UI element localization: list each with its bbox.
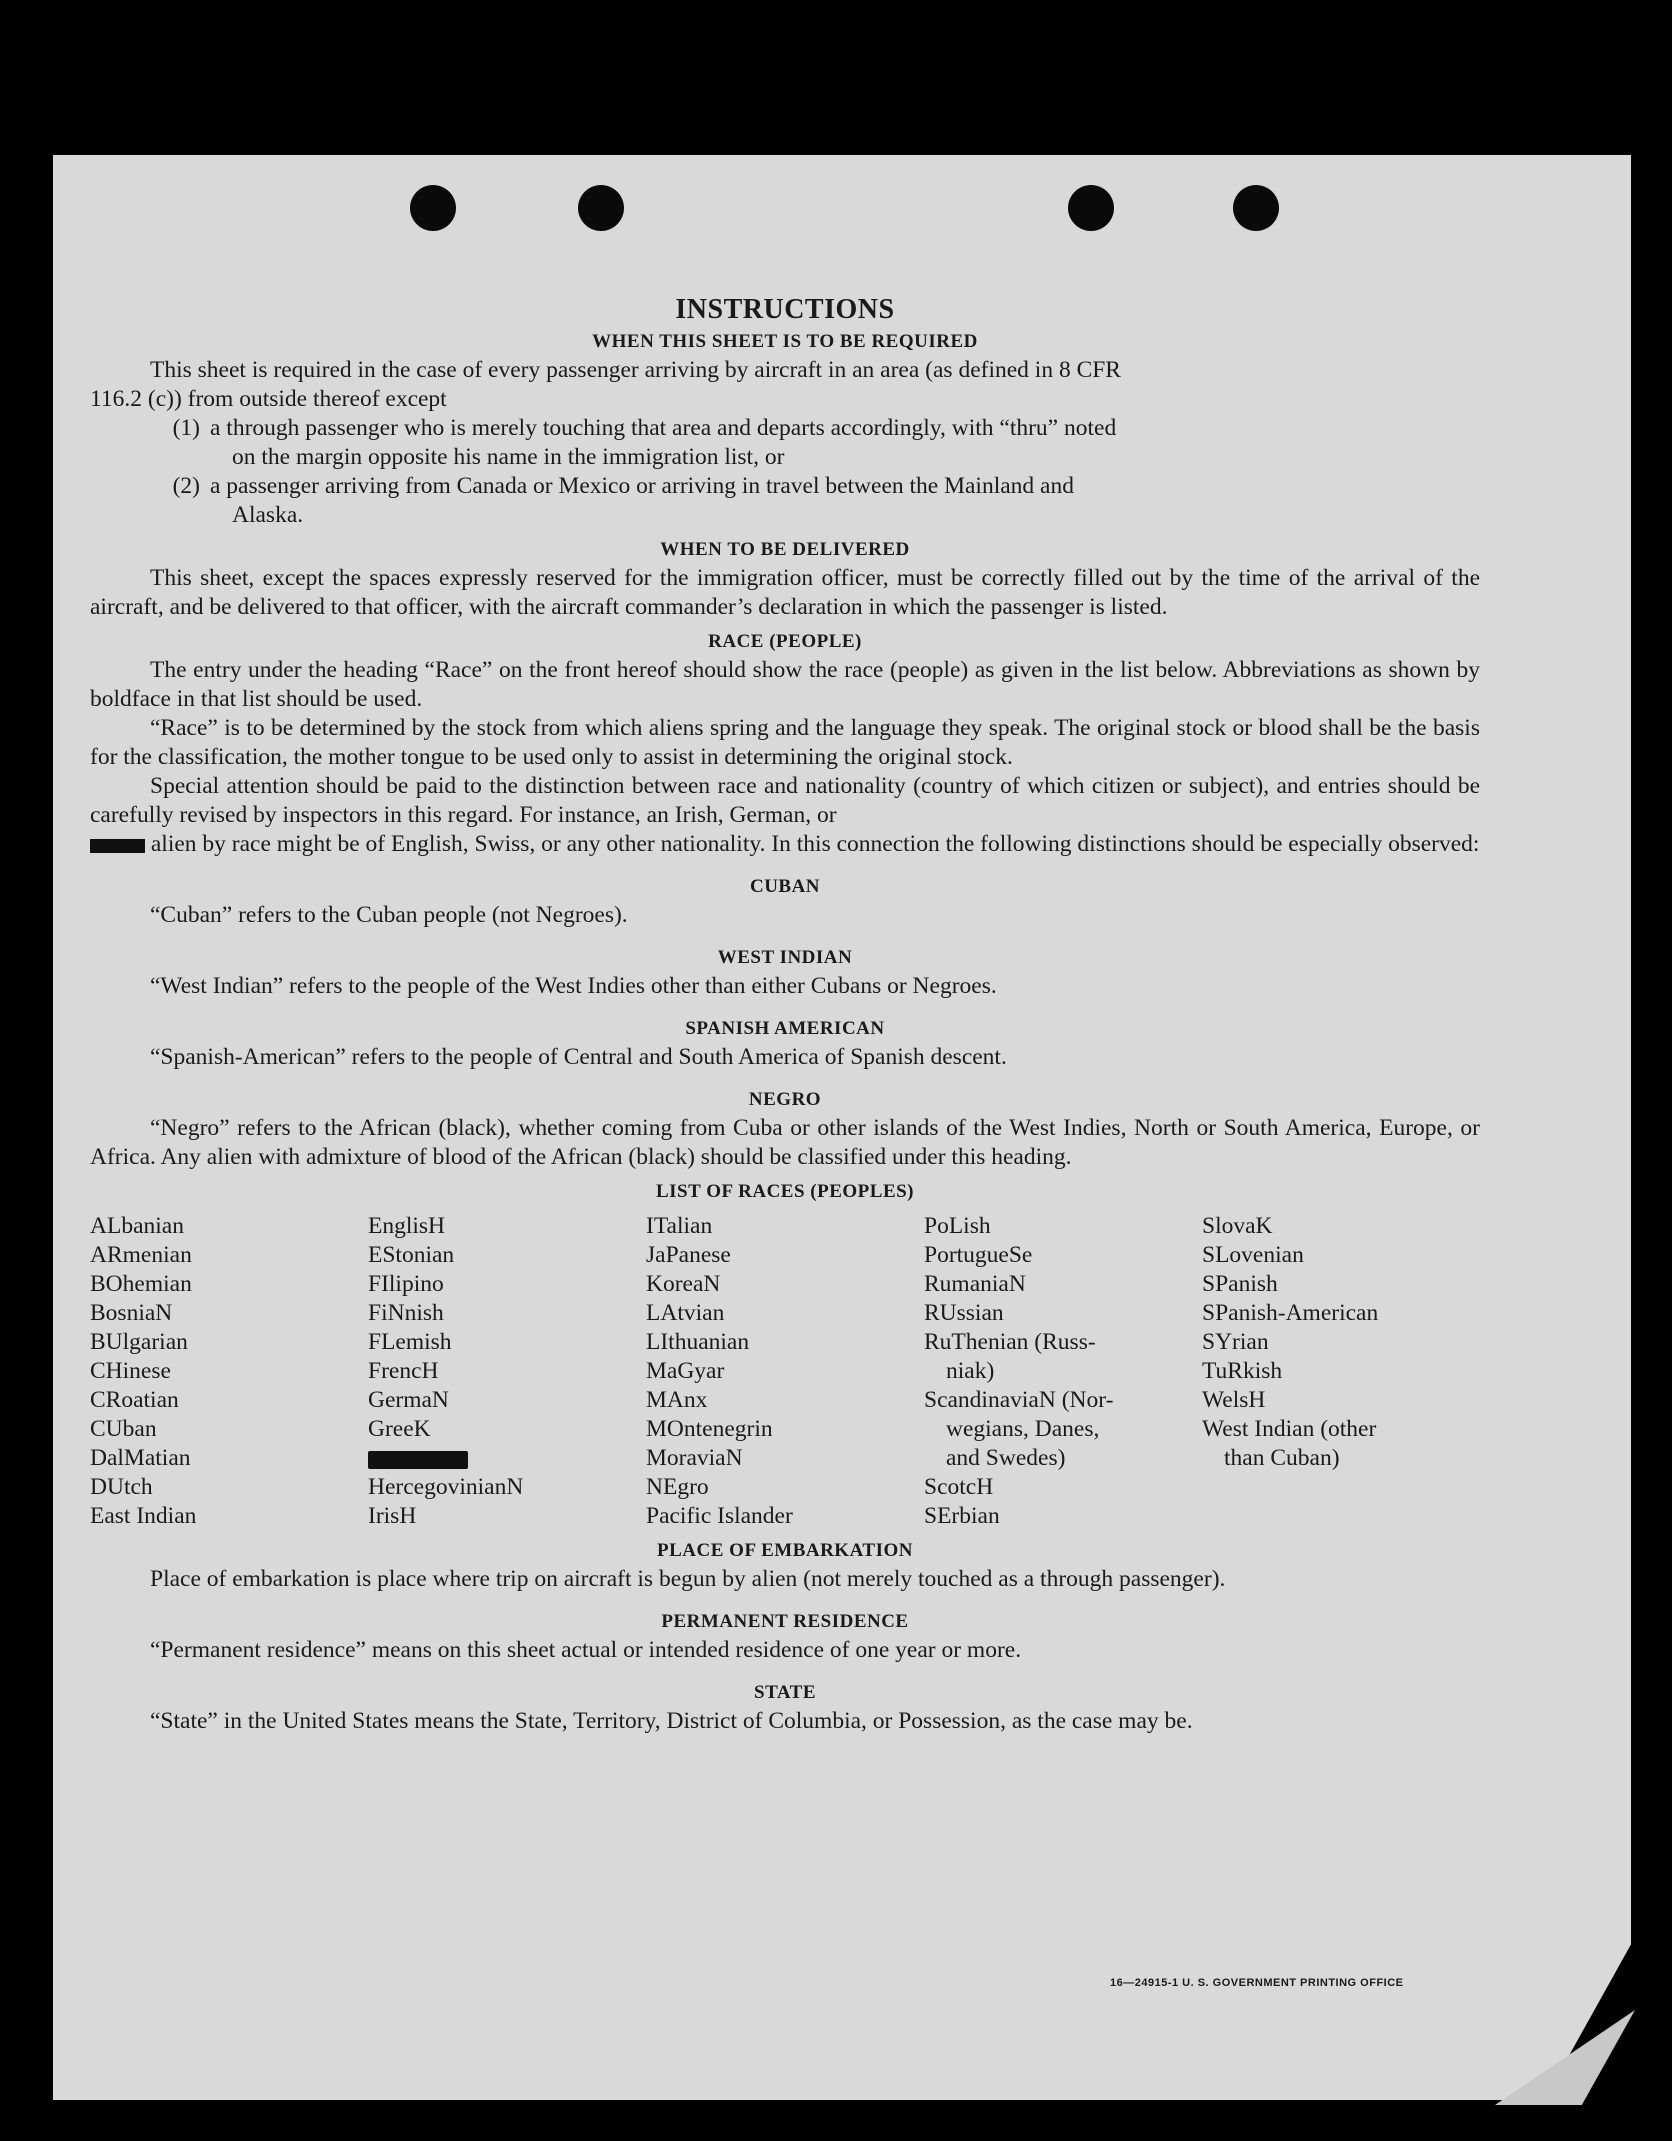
section-heading-race: RACE (PEOPLE) (708, 631, 862, 652)
race-item: DUtch (90, 1474, 153, 1500)
race-paragraph-1: The entry under the heading “Race” on the front hereof should show the race (people) as given in the list below. Abbreviations as shown by boldface in that list should be used. (90, 657, 1480, 712)
redaction-mark (90, 839, 145, 853)
race-item: FrencH (368, 1358, 439, 1384)
race-item: ITalian (646, 1213, 713, 1239)
race-item: West Indian (other (1202, 1416, 1377, 1442)
race-item: FiNnish (368, 1300, 444, 1326)
race-item: SlovaK (1202, 1213, 1273, 1239)
required-intro-line2: 116.2 (c)) from outside thereof except (90, 386, 447, 412)
exception-number: (1) (172, 415, 200, 441)
race-item: HercegovinianN (368, 1474, 524, 1500)
section-heading-cuban: CUBAN (749, 876, 821, 897)
race-paragraph-3b: alien by race might be of English, Swiss, or any other nationality. In this connection the following distinctions should be especially observed: (90, 830, 1480, 859)
race-item-redacted (368, 1444, 646, 1473)
delivered-text: This sheet, except the spaces expressly reserved for the immigration officer, must be correctly filled out by the time of the arrival of the aircraft, and be delivered to that officer, with the aircraft commander’s declaration in which the passenger is listed. (90, 565, 1480, 620)
exception-text-cont: on the margin opposite his name in the immigration list, or (232, 444, 785, 470)
race-item: GreeK (368, 1416, 431, 1442)
embarkation-text: Place of embarkation is place where trip on aircraft is begun by alien (not merely touched as a through passenger). (150, 1566, 1226, 1592)
race-item: LAtvian (646, 1300, 725, 1326)
race-item: MOntenegrin (646, 1416, 773, 1442)
race-item: ALbanian (90, 1213, 184, 1239)
race-item: ScotcH (924, 1474, 994, 1500)
race-item: SErbian (924, 1503, 1000, 1529)
race-item: CHinese (90, 1358, 171, 1384)
race-column-4 (924, 1212, 1202, 1531)
race-paragraph-2: “Race” is to be determined by the stock from which aliens spring and the language they speak. The original stock or blood shall be the basis for the classification, the mother tongue to be used only to assist in determining the original stock. (90, 715, 1480, 770)
race-item: RumaniaN (924, 1271, 1026, 1297)
race-item: BOhemian (90, 1271, 192, 1297)
state-text: “State” in the United States means the State, Territory, District of Columbia, or Possession, as the case may be. (150, 1708, 1193, 1734)
race-item: SPanish (1202, 1271, 1278, 1297)
race-item: PoLish (924, 1213, 991, 1239)
race-item: East Indian (90, 1503, 197, 1529)
section-heading-state: STATE (754, 1682, 816, 1703)
race-column-2 (368, 1212, 646, 1531)
race-item: ARmenian (90, 1242, 192, 1268)
race-item: SPanish-American (1202, 1300, 1379, 1326)
residence-text: “Permanent residence” means on this sheet actual or intended residence of one year or more. (150, 1637, 1022, 1663)
spanish-american-text: “Spanish-American” refers to the people of Central and South America of Spanish descent. (150, 1044, 1007, 1070)
race-column-3 (646, 1212, 924, 1531)
race-item: FLemish (368, 1329, 452, 1355)
race-item: SYrian (1202, 1329, 1269, 1355)
race-item: EStonian (368, 1242, 455, 1268)
race-item: IrisH (368, 1503, 417, 1529)
section-heading-west-indian: WEST INDIAN (717, 947, 853, 968)
section-heading-negro: NEGRO (748, 1089, 822, 1110)
negro-text: “Negro” refers to the African (black), whether coming from Cuba or other islands of the West Indies, North or South America, Europe, or Africa. Any alien with admixture of blood of the African (black) should be classified under this heading. (90, 1115, 1480, 1170)
race-item: DalMatian (90, 1445, 191, 1471)
punch-hole-1 (410, 185, 456, 231)
required-intro-line1: This sheet is required in the case of every passenger arriving by aircraft in an area (as defined in 8 CFR (150, 357, 1121, 383)
race-item: RuThenian (Russ- (924, 1329, 1096, 1355)
exception-text: a through passenger who is merely touching that area and departs accordingly, with “thru” noted (210, 415, 1117, 441)
exception-number: (2) (172, 473, 200, 499)
race-paragraph-3a: Special attention should be paid to the distinction between race and nationality (country of which citizen or subject), and entries should be carefully revised by inspectors in this regard. For instance, an Irish, German, or (90, 773, 1480, 828)
race-item: BUlgarian (90, 1329, 188, 1355)
race-item: Pacific Islander (646, 1503, 793, 1529)
race-item-cont: wegians, Danes, (946, 1416, 1100, 1442)
page-title: INSTRUCTIONS (675, 294, 895, 325)
west-indian-text: “West Indian” refers to the people of the West Indies other than either Cubans or Negroes. (150, 973, 997, 999)
race-item: CRoatian (90, 1387, 179, 1413)
punch-hole-2 (578, 185, 624, 231)
race-item-cont: than Cuban) (1224, 1445, 1340, 1471)
race-item: GermaN (368, 1387, 449, 1413)
race-item: FIlipino (368, 1271, 444, 1297)
exception-text-cont: Alaska. (232, 502, 304, 528)
redaction-mark (368, 1451, 468, 1469)
instructions-content (90, 292, 1480, 1736)
race-item: MoraviaN (646, 1445, 743, 1471)
race-column-5 (1202, 1212, 1480, 1531)
race-item: BosniaN (90, 1300, 173, 1326)
race-item: RUssian (924, 1300, 1004, 1326)
section-heading-delivered: WHEN TO BE DELIVERED (660, 539, 910, 560)
race-item-cont: niak) (946, 1358, 995, 1384)
punch-hole-4 (1233, 185, 1279, 231)
exception-item-1 (90, 414, 1480, 472)
printing-office-footer: 16—24915-1 U. S. GOVERNMENT PRINTING OFFICE (1110, 1977, 1404, 1989)
race-list (90, 1212, 1480, 1531)
race-item: MAnx (646, 1387, 708, 1413)
race-item: MaGyar (646, 1358, 725, 1384)
race-item: KoreaN (646, 1271, 721, 1297)
exception-text: a passenger arriving from Canada or Mexico or arriving in travel between the Mainland and (210, 473, 1074, 499)
race-item: TuRkish (1202, 1358, 1283, 1384)
race-item: NEgro (646, 1474, 709, 1500)
section-heading-embarkation: PLACE OF EMBARKATION (657, 1540, 913, 1561)
exception-item-2 (90, 472, 1480, 530)
race-item: LIthuanian (646, 1329, 750, 1355)
race-item: PortugueSe (924, 1242, 1033, 1268)
race-item: EnglisH (368, 1213, 446, 1239)
section-heading-spanish-american: SPANISH AMERICAN (685, 1018, 885, 1039)
race-item: CUban (90, 1416, 157, 1442)
race-item: JaPanese (646, 1242, 731, 1268)
race-item-cont: and Swedes) (946, 1445, 1066, 1471)
section-heading-required: WHEN THIS SHEET IS TO BE REQUIRED (592, 331, 978, 352)
race-item: WelsH (1202, 1387, 1266, 1413)
cuban-text: “Cuban” refers to the Cuban people (not Negroes). (150, 902, 628, 928)
punch-hole-3 (1068, 185, 1114, 231)
section-heading-list-of-races: LIST OF RACES (PEOPLES) (655, 1181, 915, 1202)
race-column-1 (90, 1212, 368, 1531)
race-item: SLovenian (1202, 1242, 1304, 1268)
section-heading-residence: PERMANENT RESIDENCE (661, 1611, 909, 1632)
race-item: ScandinaviaN (Nor- (924, 1387, 1114, 1413)
